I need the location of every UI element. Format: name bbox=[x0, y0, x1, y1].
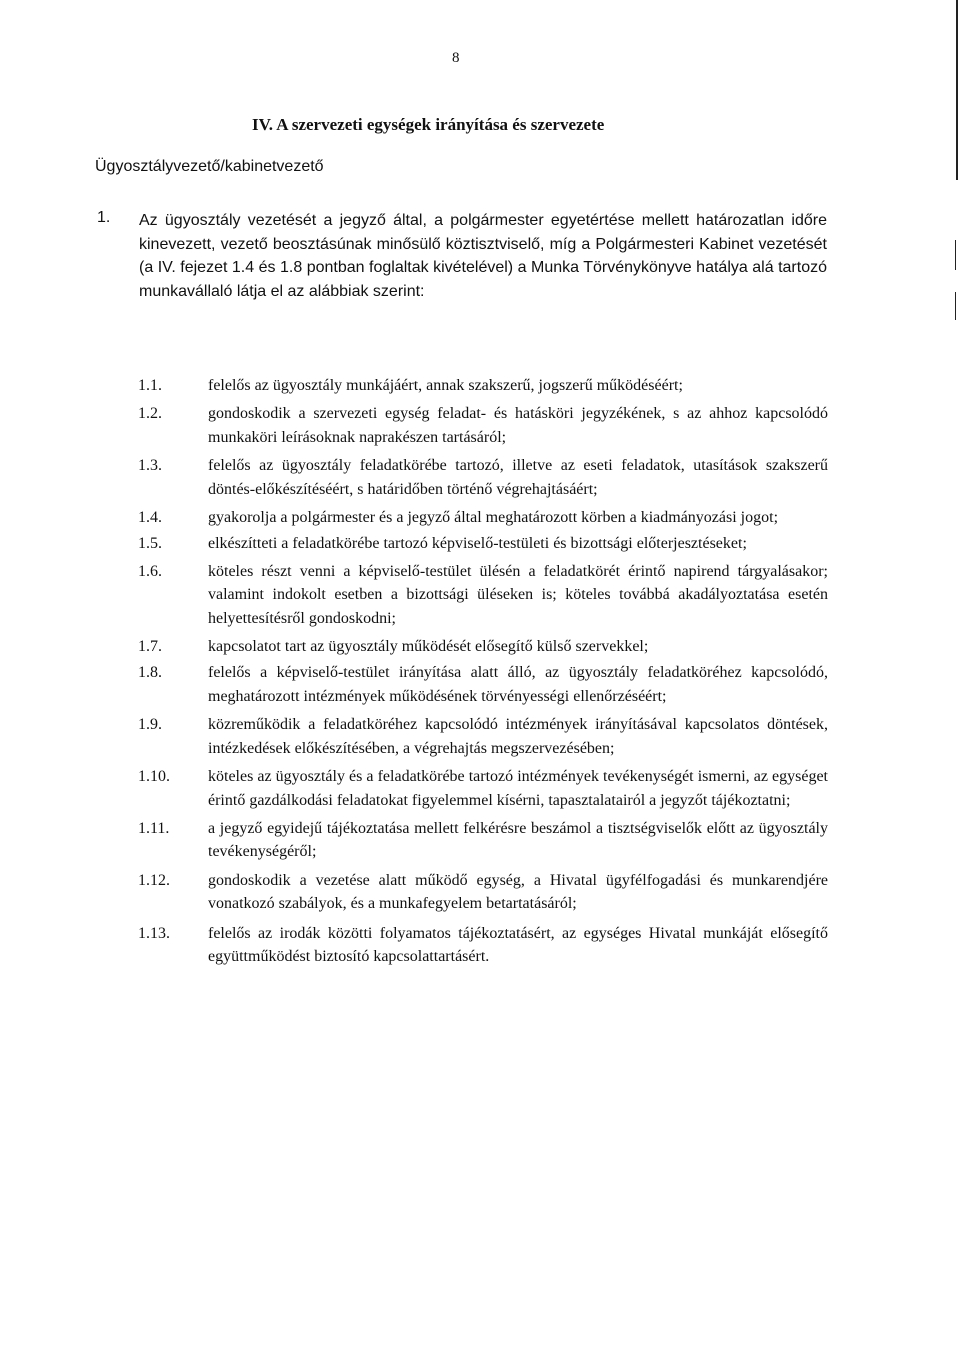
item-list bbox=[138, 374, 828, 968]
item-number: 1.8. bbox=[138, 664, 162, 682]
item-number: 1.9. bbox=[138, 716, 162, 734]
item-text: a jegyző egyidejű tájékoztatása mellett felkérésre beszámol a tisztségviselők előtt az ügyosztály tevékenységéről; bbox=[208, 819, 828, 861]
list-item bbox=[138, 713, 828, 760]
item-number: 1.4. bbox=[138, 509, 162, 527]
item-text: elkészítteti a feladatkörébe tartozó képviselő-testületi és bizottsági előterjesztéseket; bbox=[208, 535, 747, 553]
item-text: felelős az ügyosztály munkájáért, annak szakszerű, jogszerű működéséért; bbox=[208, 377, 683, 394]
subheading: Ügyosztályvezető/kabinetvezető bbox=[95, 158, 324, 175]
item-number: 1.5. bbox=[138, 535, 162, 553]
item-number: 1.7. bbox=[138, 638, 162, 656]
list-item bbox=[138, 532, 828, 555]
intro-number: 1. bbox=[97, 209, 111, 226]
scan-edge-mark bbox=[956, 0, 958, 180]
item-number: 1.3. bbox=[138, 457, 162, 475]
list-item bbox=[138, 765, 828, 812]
intro-paragraph: Az ügyosztály vezetését a jegyző által, a polgármester egyetértése mellett határozatlan időre kinevezett, vezető beosztásúnak minősülő köztisztviselő, míg a Polgármesteri Kabinet vezetését (a IV. fejezet 1.4 és 1.8 pontban foglaltak kivételével) a Munka Törvénykönyve hatálya alá tartozó munkavállaló látja el az alábbiak szerint: bbox=[139, 212, 827, 300]
list-item bbox=[138, 635, 828, 658]
item-number: 1.6. bbox=[138, 562, 162, 580]
item-text: felelős a képviselő-testület irányítása alatt álló, az ügyosztály feladatköréhez kapcsolódó, meghatározott intézmények működésének törvényességi ellenőrzéséért; bbox=[208, 664, 828, 705]
list-item bbox=[138, 374, 828, 397]
item-number: 1.13. bbox=[138, 924, 170, 942]
list-item bbox=[138, 869, 828, 916]
item-text: közreműködik a feladatköréhez kapcsolódó intézmények irányításával kapcsolatos döntések, intézkedések előkészítésében, a végrehajtás megszervezésében; bbox=[208, 716, 828, 757]
page-number: 8 bbox=[452, 50, 460, 66]
item-text: gondoskodik a vezetése alatt működő egység, a Hivatal ügyfélfogadási és munkarendjére vonatkozó szabályok, és a munkafegyelem betartatásáról; bbox=[208, 871, 828, 913]
list-item bbox=[138, 922, 828, 969]
item-number: 1.12. bbox=[138, 871, 170, 889]
scan-edge-mark bbox=[955, 292, 956, 320]
section-heading: IV. A szervezeti egységek irányítása és szervezete bbox=[252, 115, 605, 134]
list-item bbox=[138, 454, 828, 501]
item-text: felelős az irodák közötti folyamatos tájékoztatásért, az egységes Hivatal munkáját elősegítő együttműködést biztosító kapcsolattartásért. bbox=[208, 924, 828, 965]
list-item bbox=[138, 402, 828, 449]
item-number: 1.1. bbox=[138, 377, 162, 394]
item-text: gondoskodik a szervezeti egység feladat- és hatásköri jegyzékének, s az ahhoz kapcsolódó munkaköri leírásoknak naprakészen tartásáról; bbox=[208, 405, 828, 446]
item-text: kapcsolatot tart az ügyosztály működését elősegítő külső szervekkel; bbox=[208, 638, 649, 656]
item-number: 1.11. bbox=[138, 819, 170, 837]
scan-edge-mark bbox=[955, 240, 956, 270]
list-item bbox=[138, 506, 828, 529]
item-text: köteles részt venni a képviselő-testület ülésén a feladatkörét érintő napirend tárgyalásakor; valamint indokolt esetben a bizottsági üléseken is; köteles továbbá akadályoztatása esetén helyettesítésről gondoskodni; bbox=[208, 562, 828, 627]
list-item bbox=[138, 817, 828, 864]
item-number: 1.10. bbox=[138, 768, 170, 786]
list-item bbox=[138, 661, 828, 708]
item-text: felelős az ügyosztály feladatkörébe tartozó, illetve az eseti feladatok, utasítások szakszerű döntés-előkészítéséért, s határidőben történő végrehajtásáért; bbox=[208, 457, 828, 498]
item-text: köteles az ügyosztály és a feladatkörébe tartozó intézmények tevékenységét ismerni, az egységet érintő gazdálkodási feladatokat figyelemmel kísérni, tapasztalatairól a jegyzőt tájékoztatni; bbox=[208, 768, 828, 809]
list-item bbox=[138, 560, 828, 630]
item-text: gyakorolja a polgármester és a jegyző által meghatározott körben a kiadmányozási jogot; bbox=[208, 509, 779, 527]
item-number: 1.2. bbox=[138, 405, 162, 423]
